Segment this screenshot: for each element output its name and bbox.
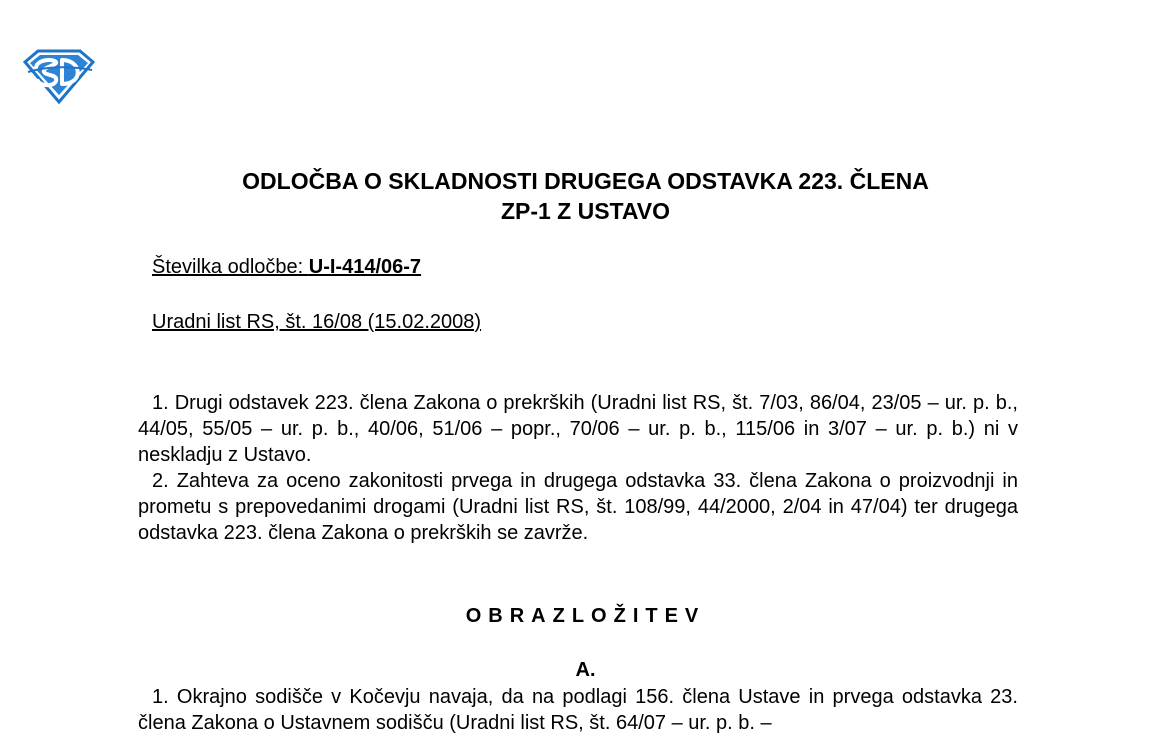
operative-paragraph-1: 1. Drugi odstavek 223. člena Zakona o prekrških (Uradni list RS, št. 7/03, 86/04, 23/05 – ur. p. b., 44/05, 55/05 – ur. p. b., 40/06, 51/06 – popr., 70/06 – ur. p. b., 115/06 in 3/07 – ur. p. b.) ni v neskladju z Ustavo. [138, 392, 1018, 466]
title-line-2: ZP-1 Z USTAVO [500, 198, 671, 224]
operative-paragraph-2: 2. Zahteva za oceno zakonitosti prvega in drugega odstavka 33. člena Zakona o proizvodnji in prometu s prepovedanimi drogami (Uradni list RS, št. 108/99, 44/2000, 2/04 in 47/04) ter drugega odstavka 223. člena Zakona o prekrških se zavrže. [138, 470, 1018, 544]
section-a-paragraph-1: 1. Okrajno sodišče v Kočevju navaja, da na podlagi 156. člena Ustave in prvega odstavka 23. člena Zakona o Ustavnem sodišču (Uradni list RS, št. 64/07 – ur. p. b. – [138, 686, 1018, 734]
decision-number: U-I-414/06-7 [308, 256, 422, 278]
section-a-heading: A. [575, 659, 596, 681]
document-title [0, 166, 1157, 226]
decision-number-label: Številka odločbe: [152, 256, 309, 278]
decision-number-line [152, 255, 421, 279]
court-logo-icon [22, 48, 96, 104]
official-gazette-reference: Uradni list RS, št. 16/08 (15.02.2008) [152, 311, 482, 333]
title-line-1: ODLOČBA O SKLADNOSTI DRUGEGA ODSTAVKA 223. ČLENA [242, 168, 929, 194]
reasoning-heading: OBRAZLOŽITEV [465, 605, 706, 627]
